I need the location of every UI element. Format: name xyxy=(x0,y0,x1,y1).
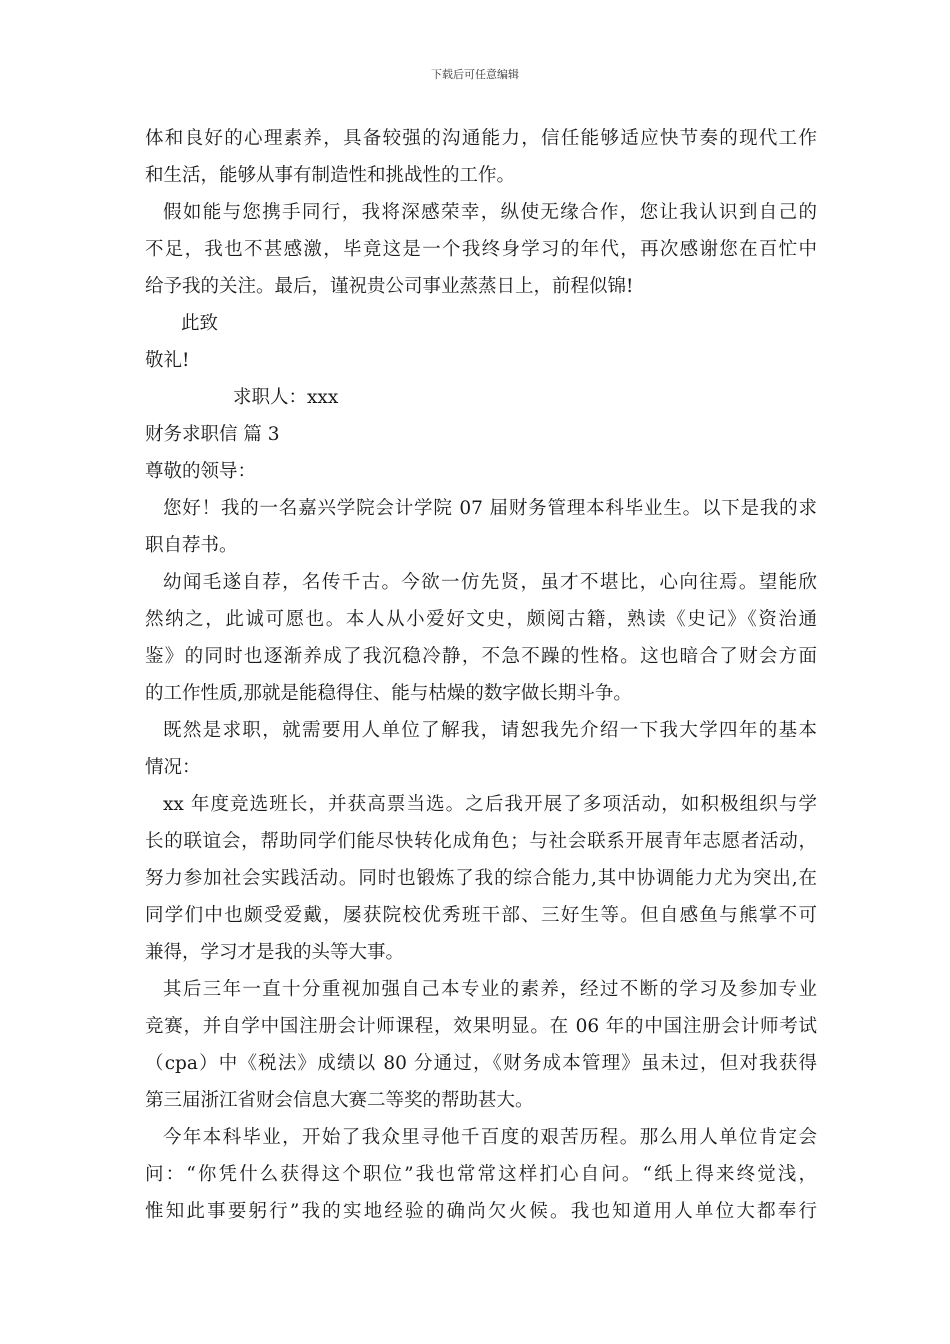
text-line: 敬礼! xyxy=(145,350,190,371)
text-line: 其后三年一直十分重视加强自己本专业的素养，经过不断的学习及参加专业 xyxy=(163,979,817,1000)
text-line: 尊敬的领导： xyxy=(145,461,257,482)
text-line: 问：“你凭什么获得这个职位”我也常常这样扪心自问。“纸上得来终觉浅， xyxy=(145,1164,817,1185)
text-line: 竞赛，并自学中国注册会计师课程，效果明显。在 06 年的中国注册会计师考试 xyxy=(145,1016,817,1037)
text-line: 您好！我的一名嘉兴学院会计学院 07 届财务管理本科毕业生。以下是我的求 xyxy=(163,498,817,519)
page-header: 下载后可任意编辑 xyxy=(431,68,519,81)
text-line: 长的联谊会，帮助同学们能尽快转化成角色；与社会联系开展青年志愿者活动， xyxy=(145,831,817,852)
text-line: 的工作性质,那就是能稳得住、能与枯燥的数字做长期斗争。 xyxy=(145,683,632,704)
text-line: 第三届浙江省财会信息大赛二等奖的帮助甚大。 xyxy=(145,1090,534,1111)
text-line: 体和良好的心理素养，具备较强的沟通能力，信任能够适应快节奏的现代工作 xyxy=(145,128,817,149)
text-line: 兼得，学习才是我的头等大事。 xyxy=(145,942,405,963)
document-body xyxy=(145,120,817,1230)
text-line: 同学们中也颇受爱戴，屡获院校优秀班干部、三好生等。但自感鱼与熊掌不可 xyxy=(145,905,817,926)
text-line: 努力参加社会实践活动。同时也锻炼了我的综合能力,其中协调能力尤为突出,在 xyxy=(145,868,817,889)
text-line: 惟知此事要躬行”我的实地经验的确尚欠火候。我也知道用人单位大都奉行 xyxy=(145,1201,817,1222)
text-line: 今年本科毕业，开始了我众里寻他千百度的艰苦历程。那么用人单位肯定会 xyxy=(163,1127,817,1148)
text-line: （cpa）中《税法》成绩以 80 分通过，《财务成本管理》虽未过，但对我获得 xyxy=(145,1053,817,1074)
text-line: 财务求职信 篇 3 xyxy=(145,424,280,445)
text-line: 幼闻毛遂自荐，名传千古。今欲一仿先贤，虽才不堪比，心向往焉。望能欣 xyxy=(163,572,817,593)
text-line: 假如能与您携手同行，我将深感荣幸，纵使无缘合作，您让我认识到自己的 xyxy=(163,202,817,223)
text-line: 鉴》的同时也逐渐养成了我沉稳冷静，不急不躁的性格。这也暗合了财会方面 xyxy=(145,646,817,667)
text-line: 此致 xyxy=(181,313,219,334)
text-line: 情况： xyxy=(145,757,201,778)
text-line: 给予我的关注。最后，谨祝贵公司事业蒸蒸日上，前程似锦! xyxy=(145,276,634,297)
text-line: 既然是求职，就需要用人单位了解我，请恕我先介绍一下我大学四年的基本 xyxy=(163,720,817,741)
text-line: 职自荐书。 xyxy=(145,535,238,556)
text-line: 和生活，能够从事有制造性和挑战性的工作。 xyxy=(145,165,516,186)
text-line: xx 年度竞选班长，并获高票当选。之后我开展了多项活动，如积极组织与学 xyxy=(163,794,817,815)
text-line: 求职人：xxx xyxy=(233,387,339,408)
text-line: 然纳之，此诚可愿也。本人从小爱好文史，颇阅古籍，熟读《史记》《资治通 xyxy=(145,609,817,630)
text-line: 不足，我也不甚感激，毕竟这是一个我终身学习的年代，再次感谢您在百忙中 xyxy=(145,239,817,260)
